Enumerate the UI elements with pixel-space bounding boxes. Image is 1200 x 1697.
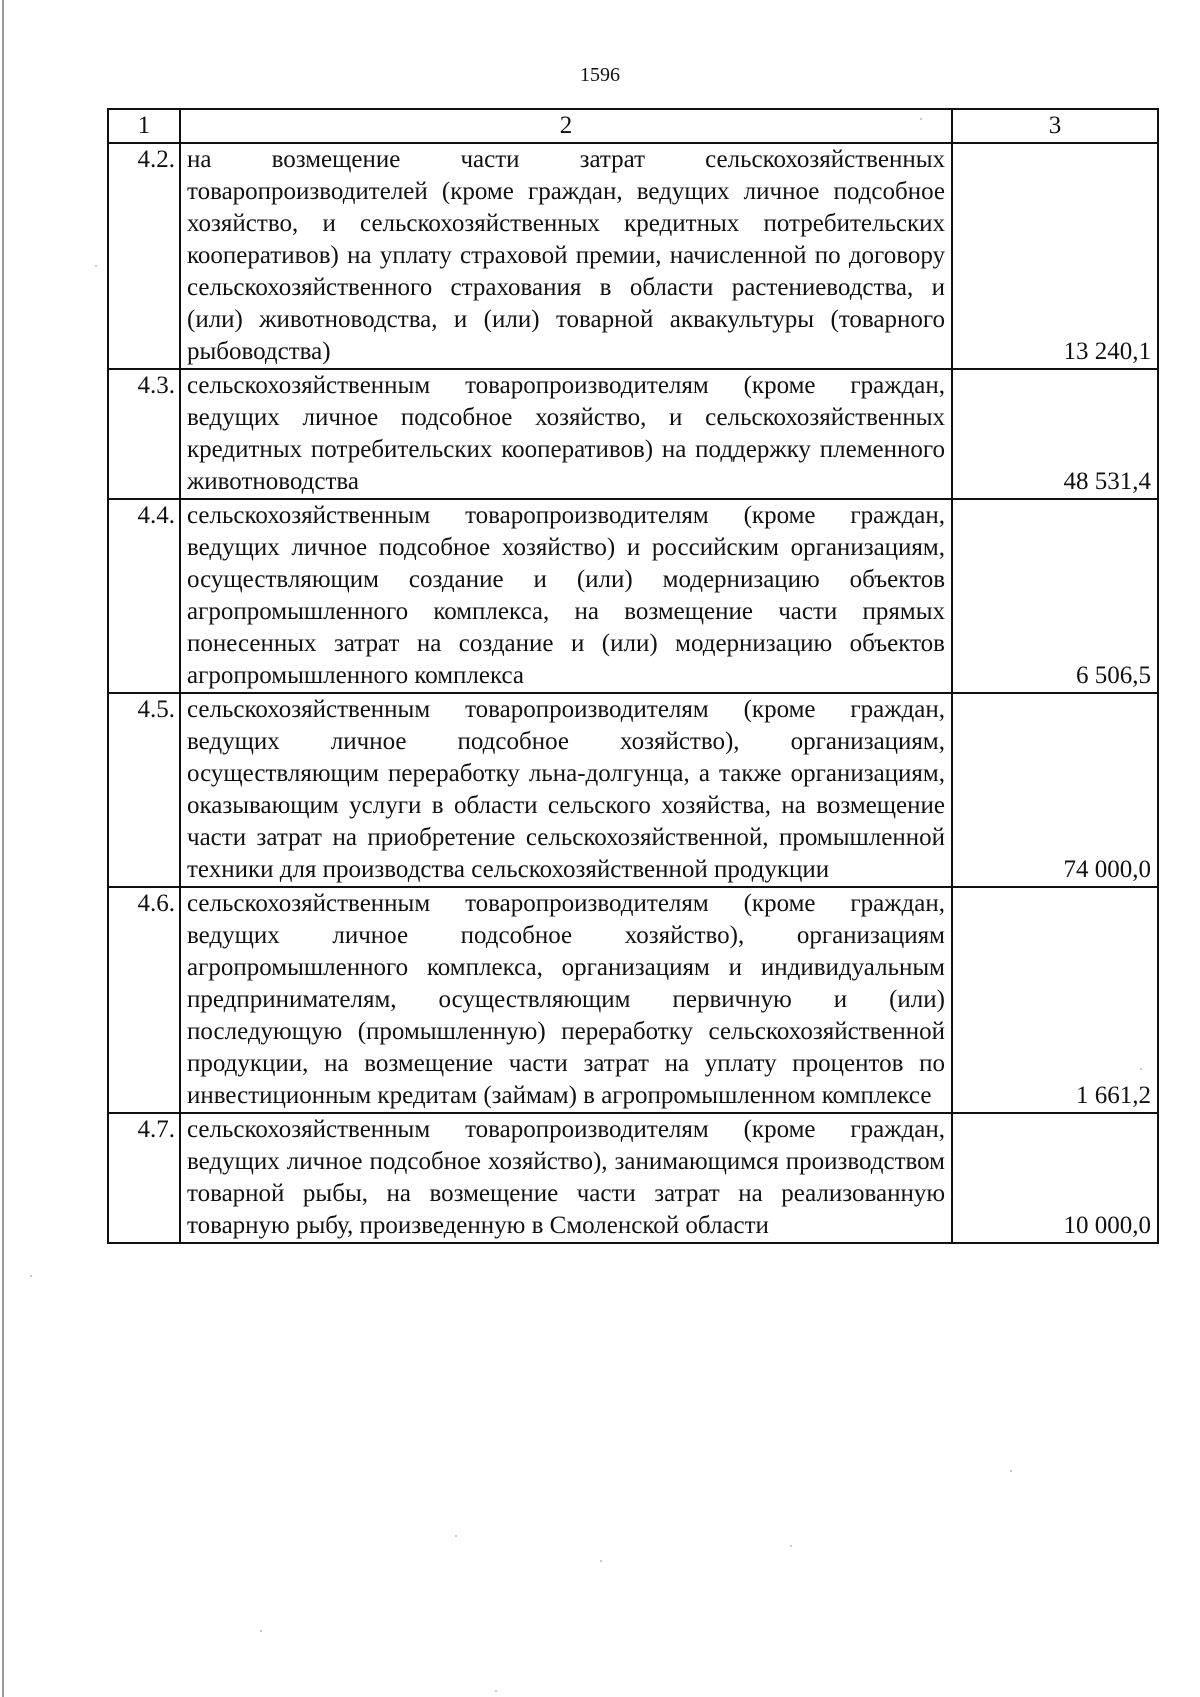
scan-speck (260, 1630, 262, 1632)
table-row (108, 143, 1158, 369)
row-value: 48 531,4 (952, 369, 1158, 499)
row-description: на возмещение части затрат сельскохозяйственных товаропроизводителей (кроме граждан, ведущих личное подсобное хозяйство, и сельскохозяйственных кредитных потребительских кооперативов) на уплату страховой премии, начисленной по договору сельскохозяйственного страхования в области растениеводства, и (или) животноводства, и (или) товарной аквакультуры (товарного рыбоводства) (180, 143, 952, 369)
row-number: 4.3. (108, 369, 180, 499)
row-number: 4.7. (108, 1113, 180, 1243)
scan-speck (1140, 1068, 1142, 1070)
scan-speck (495, 1690, 497, 1692)
scan-speck (600, 1560, 602, 1562)
table-row (108, 1113, 1158, 1243)
row-value: 74 000,0 (952, 693, 1158, 887)
scan-edge (2, 0, 4, 1697)
scan-speck (30, 1275, 32, 1277)
row-description: сельскохозяйственным товаропроизводителям (кроме граждан, ведущих личное подсобное хозяйство) и российским организациям, осуществляющим создание и (или) модернизацию объектов агропромышленного комплекса, на возмещение части прямых понесенных затрат на создание и (или) модернизацию объектов агропромышленного комплекса (180, 499, 952, 693)
row-description: сельскохозяйственным товаропроизводителям (кроме граждан, ведущих личное подсобное хозяйство), организациям, осуществляющим переработку льна-долгунца, а также организациям, оказывающим услуги в области сельского хозяйства, на возмещение части затрат на приобретение сельскохозяйственной, промышленной техники для производства сельскохозяйственной продукции (180, 693, 952, 887)
row-value: 6 506,5 (952, 499, 1158, 693)
row-description: сельскохозяйственным товаропроизводителям (кроме граждан, ведущих личное подсобное хозяйство, и сельскохозяйственных кредитных потребительских кооперативов) на поддержку племенного животноводства (180, 369, 952, 499)
scan-speck (920, 118, 922, 120)
scan-speck (1010, 1470, 1012, 1472)
row-number: 4.2. (108, 143, 180, 369)
budget-table (107, 108, 1159, 1244)
row-value: 10 000,0 (952, 1113, 1158, 1243)
row-value: 13 240,1 (952, 143, 1158, 369)
row-value: 1 661,2 (952, 887, 1158, 1113)
table-header-row (108, 109, 1158, 143)
row-number: 4.5. (108, 693, 180, 887)
column-header-2: 2 (180, 109, 952, 143)
scan-speck (95, 265, 97, 267)
row-description: сельскохозяйственным товаропроизводителям (кроме граждан, ведущих личное подсобное хозяйство), занимающимся производством товарной рыбы, на возмещение части затрат на реализованную товарную рыбу, произведенную в Смоленской области (180, 1113, 952, 1243)
table-row (108, 369, 1158, 499)
column-header-3: 3 (952, 109, 1158, 143)
scan-speck (455, 1535, 457, 1537)
page-number: 1596 (580, 64, 620, 86)
row-number: 4.6. (108, 887, 180, 1113)
scan-speck (790, 1545, 792, 1547)
row-description: сельскохозяйственным товаропроизводителям (кроме граждан, ведущих личное подсобное хозяйство), организациям агропромышленного комплекса, организациям и индивидуальным предпринимателям, осуществляющим первичную и (или) последующую (промышленную) переработку сельскохозяйственной продукции, на возмещение части затрат на уплату процентов по инвестиционным кредитам (займам) в агропромышленном комплексе (180, 887, 952, 1113)
table-row (108, 693, 1158, 887)
table-row (108, 887, 1158, 1113)
table-row (108, 499, 1158, 693)
row-number: 4.4. (108, 499, 180, 693)
column-header-1: 1 (108, 109, 180, 143)
